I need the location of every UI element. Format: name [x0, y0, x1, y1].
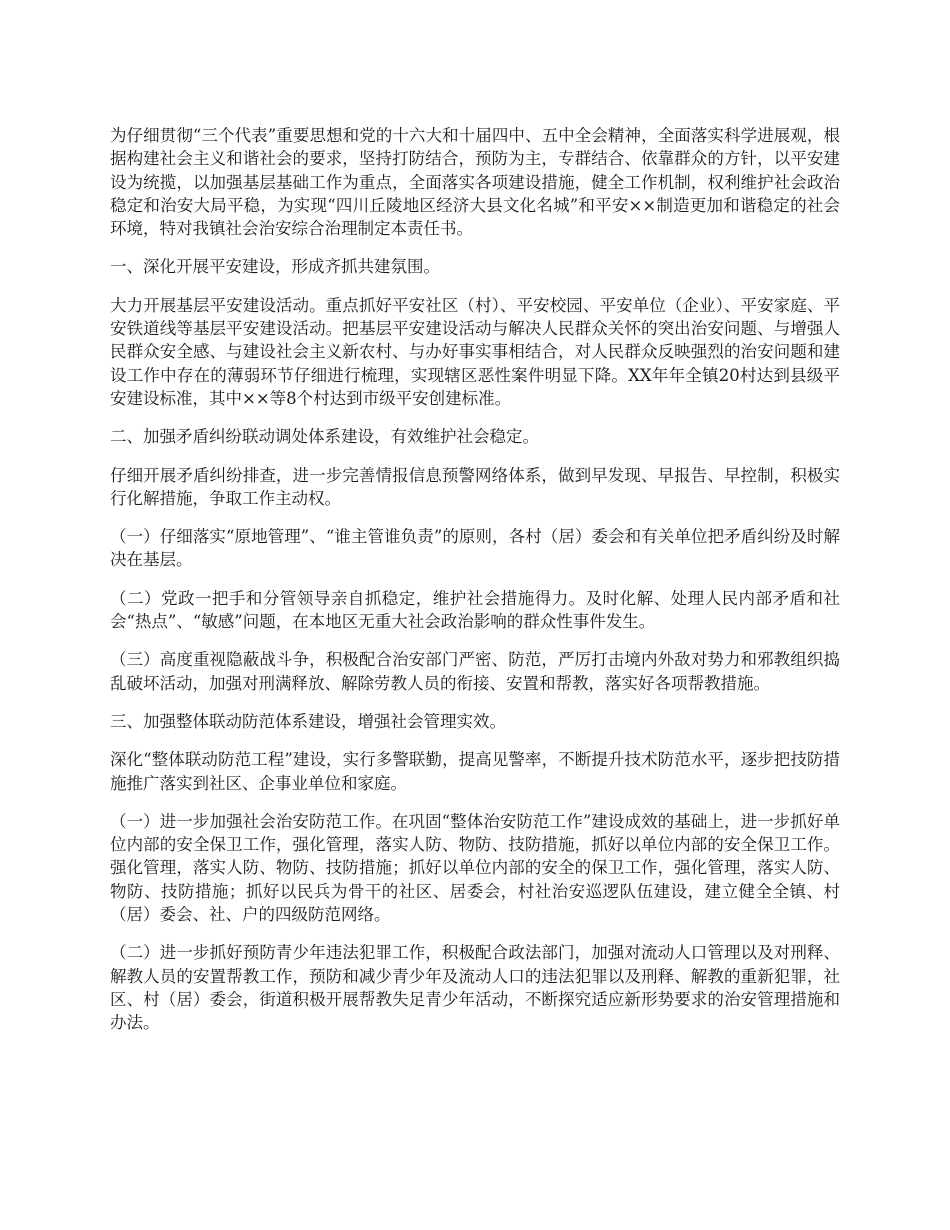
section-heading-1: 一、深化开展平安建设，形成齐抓共建氛围。 — [110, 257, 440, 277]
body-paragraph: （三）高度重视隐蔽战斗争，积极配合治安部门严密、防范，严厉打击境内外敌对势力和邪教组织捣乱破坏活动，加强对刑满释放、解除劳教人员的衔接、安置和帮教，落实好各项帮教措施。 — [110, 650, 840, 693]
body-paragraph: 仔细开展矛盾纠纷排查，进一步完善情报信息预警网络体系，做到早发现、早报告、早控制，积极实行化解措施，争取工作主动权。 — [110, 465, 840, 508]
body-paragraph: （二）进一步抓好预防青少年违法犯罪工作，积极配合政法部门，加强对流动人口管理以及对刑释、解教人员的安置帮教工作，预防和减少青少年及流动人口的违法犯罪以及刑释、解教的重新犯罪，社区、村（居）委会，街道积极开展帮教失足青少年活动，不断探究适应新形势要求的治安管理措施和办法。 — [110, 943, 840, 1033]
body-paragraph: 大力开展基层平安建设活动。重点抓好平安社区（村）、平安校园、平安单位（企业）、平安家庭、平安铁道线等基层平安建设活动。把基层平安建设活动与解决人民群众关怀的突出治安问题、与增强人民群众安全感、与建设社会主义新农村、与办好事实事相结合，对人民群众反映强烈的治安问题和建设工作中存在的薄弱环节仔细进行梳理，实现辖区恶性案件明显下降。XX年年全镇20村达到县级平安建设标准，其中××等8个村达到市级平安创建标准。 — [110, 295, 840, 408]
body-paragraph: （二）党政一把手和分管领导亲自抓稳定，维护社会措施得力。及时化解、处理人民内部矛盾和社会“热点”、“敏感”问题，在本地区无重大社会政治影响的群众性事件发生。 — [110, 588, 840, 632]
section-heading-3: 三、加强整体联动防范体系建设，增强社会管理实效。 — [110, 711, 506, 731]
body-paragraph: （一）仔细落实“原地管理”、“谁主管谁负责”的原则，各村（居）委会和有关单位把矛盾纠纷及时解决在基层。 — [110, 527, 840, 570]
intro-paragraph: 为仔细贯彻“三个代表”重要思想和党的十六大和十届四中、五中全会精神，全面落实科学进展观，根据构建社会主义和谐社会的要求，坚持打防结合，预防为主，专群结合、依靠群众的方针，以平安建设为统揽，以加强基层基础工作为重点，全面落实各项建设措施，健全工作机制，权利维护社会政治稳定和治安大局平稳，为实现“四川丘陵地区经济大县文化名城”和平安××制造更加和谐稳定的社会环境，特对我镇社会治安综合治理制定本责任书。 — [110, 126, 840, 239]
section-heading-2: 二、加强矛盾纠纷联动调处体系建设，有效维护社会稳定。 — [110, 427, 539, 447]
body-paragraph: （一）进一步加强社会治安防范工作。在巩固“整体治安防范工作”建设成效的基础上，进一步抓好单位内部的安全保卫工作，强化管理，落实人防、物防、技防措施，抓好以单位内部的安全保卫工作。强化管理，落实人防、物防、技防措施；抓好以单位内部的安全的保卫工作，强化管理，落实人防、物防、技防措施；抓好以民兵为骨干的社区、居委会，村社治安巡逻队伍建设，建立健全全镇、村（居）委会、社、户的四级防范网络。 — [110, 811, 840, 925]
body-paragraph: 深化“整体联动防范工程”建设，实行多警联勤，提高见警率，不断提升技术防范水平，逐步把技防措施推广落实到社区、企事业单位和家庭。 — [110, 750, 840, 793]
